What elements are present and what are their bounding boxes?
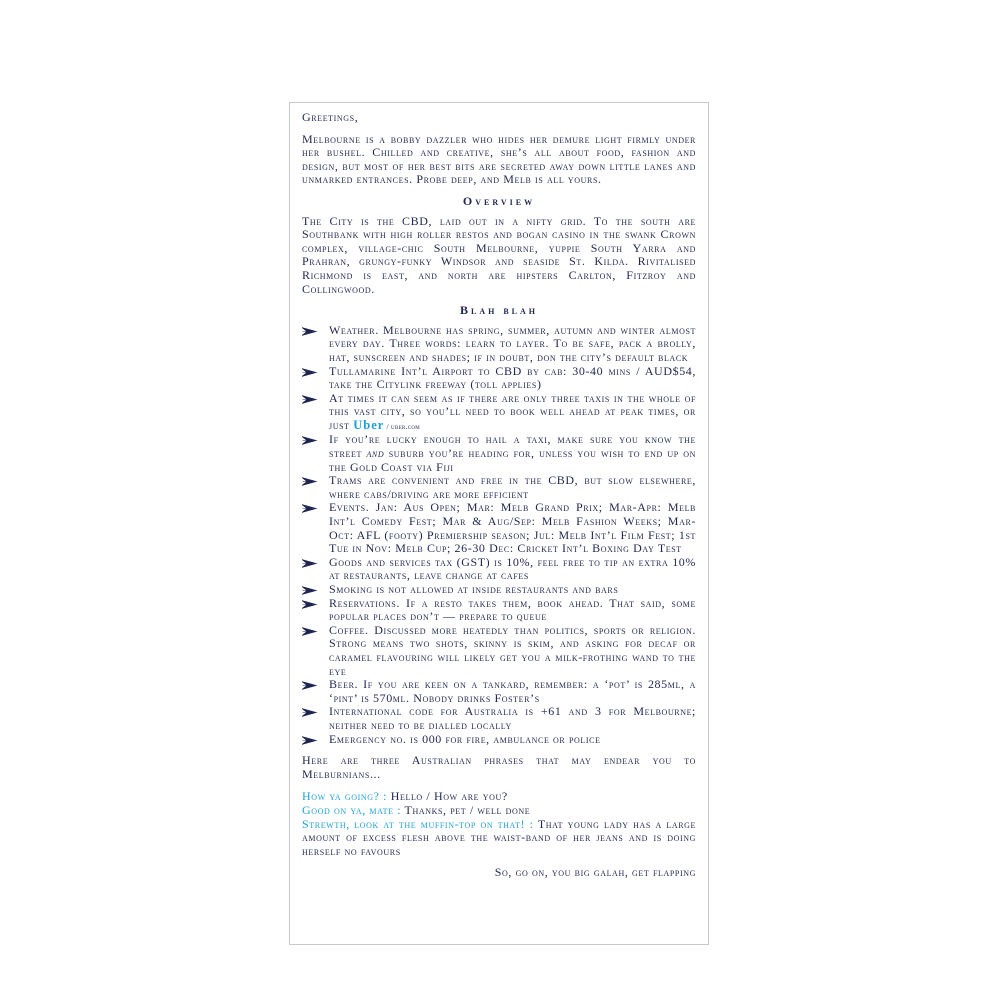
list-item-trams xyxy=(302,474,696,501)
arrow-bullet-icon xyxy=(302,395,317,404)
tip-text: Smoking is not allowed at inside restaurants and bars xyxy=(329,582,619,596)
phrase-meaning: Thanks, pet / well done xyxy=(404,802,531,817)
arrow-bullet-icon xyxy=(302,708,317,717)
phrase-term: Strewth, look at the muffin-top on that! : xyxy=(302,816,538,831)
list-item-gst xyxy=(302,556,696,583)
overview-paragraph: The City is the CBD, laid out in a nifty grid. To the south are Southbank with high roller restos and bogan casino in the swank Crown complex, village-chic South Melbourne, yuppie South Yarra and Prahran, grungy-funky Windsor and seaside St. Kilda. Rivitalised Richmond is east, and north are hipsters Carlton, Fitzroy and Collingwood. xyxy=(302,213,696,296)
tip-text: suburb you’re heading for, unless you wish to end up on the Gold Coast via Fiji xyxy=(329,446,696,474)
phrase-term: How ya going? : xyxy=(302,789,391,804)
tip-text: If you’re lucky enough to hail a taxi, make sure you know the street xyxy=(329,432,696,461)
phrase-meaning: That young lady has a large amount of excess flesh above the waist-band of her jeans and is doing herself no favours xyxy=(302,816,696,858)
arrow-bullet-icon xyxy=(302,736,317,745)
list-item-weather xyxy=(302,324,696,365)
tip-text: Beer. If you are keen on a tankard, remember: a ‘pot’ is 285ml, a ‘pint’ is 570ml. Nobody drinks Foster’s xyxy=(329,677,696,705)
list-item-hail xyxy=(302,433,696,474)
list-item-smoking xyxy=(302,583,696,597)
phrases-list xyxy=(302,790,696,858)
phrase-item xyxy=(302,804,696,818)
list-item-coffee xyxy=(302,624,696,678)
phrase-item xyxy=(302,818,696,859)
uber-link[interactable]: Uber xyxy=(353,417,385,432)
tip-text: International code for Australia is +61 and 3 for Melbourne; neither need to be dialled locally xyxy=(329,704,696,732)
list-item-code xyxy=(302,705,696,732)
arrow-bullet-icon xyxy=(302,600,317,609)
arrow-bullet-icon xyxy=(302,504,317,513)
arrow-bullet-icon xyxy=(302,327,317,336)
tip-text: Events. Jan: Aus Open; Mar: Melb Grand Prix; Mar-Apr: Melb Int’l Comedy Fest; Mar & Aug/Sep: Melb Fashion Weeks; Mar-Oct: AFL (footy) Premiership season; Jul: Melb Int’l Film Fest; 1st Tue in Nov: Melb Cup; 26-30 Dec: Cricket Int’l Boxing Day Test xyxy=(329,500,696,556)
tip-text: Weather. Melbourne has spring, summer, autumn and winter almost every day. Three words: learn to layer. To be safe, pack a brolly, hat, sunscreen and shades; if in doubt, don the city’s default black xyxy=(329,322,696,364)
guide-card xyxy=(289,102,709,945)
tip-text: Emergency no. is 000 for fire, ambulance or police xyxy=(329,731,601,746)
greeting: Greetings, xyxy=(302,110,359,124)
arrow-bullet-icon xyxy=(302,559,317,568)
tip-text: Coffee. Discussed more heatedly than politics, sports or religion. Strong means two shots, skinny is skim, and asking for decaf or caramel flavouring will likely get you a milk-frothing wand to the eye xyxy=(329,622,696,678)
arrow-bullet-icon xyxy=(302,477,317,486)
blah-heading: Blah blah xyxy=(459,303,538,318)
signoff: So, go on, you big galah, get flapping xyxy=(494,865,696,880)
arrow-bullet-icon xyxy=(302,436,317,445)
list-item-airport xyxy=(302,365,696,392)
phrases-intro: Here are three Australian phrases that may endear you to Melburnians... xyxy=(302,753,696,781)
list-item-emergency xyxy=(302,733,696,747)
tip-text: Goods and services tax (GST) is 10%, feel free to tip an extra 10% at restaurants, leave change at cafes xyxy=(329,554,696,583)
phrase-term: Good on ya, mate : xyxy=(302,802,405,817)
phrase-meaning: Hello / How are you? xyxy=(390,789,508,804)
tip-text: At times it can seem as if there are only three taxis in the whole of this vast city, so you’ll need to book well ahead at peak times, or just xyxy=(329,390,696,432)
arrow-bullet-icon xyxy=(302,368,317,377)
tip-text: Reservations. If a resto takes them, book ahead. That said, some popular places don’t — prepare to queue xyxy=(329,595,696,624)
arrow-bullet-icon xyxy=(302,627,317,636)
tips-list xyxy=(302,324,696,746)
list-item-reservations xyxy=(302,597,696,624)
list-item-beer xyxy=(302,678,696,705)
arrow-bullet-icon xyxy=(302,586,317,595)
tip-text: Tullamarine Int’l Airport to CBD by cab: 30-40 mins / AUD$54, take the Citylink freeway (toll applies) xyxy=(329,363,696,392)
list-item-events xyxy=(302,501,696,555)
overview-heading: Overview xyxy=(462,193,536,208)
list-item-taxis xyxy=(302,392,696,434)
tip-text: Trams are convenient and free in the CBD, but slow elsewhere, where cabs/driving are more efficient xyxy=(329,473,696,501)
tip-emphasis: and xyxy=(366,446,385,461)
uber-url: / uber.com xyxy=(384,421,421,431)
phrase-item xyxy=(302,790,696,804)
intro-paragraph: Melbourne is a bobby dazzler who hides her demure light firmly under her bushel. Chilled and creative, she’s all about food, fashion and design, but most of her best bits are secreted away down little lanes and unmarked entrances. Probe deep, and Melb is all yours. xyxy=(302,131,696,187)
arrow-bullet-icon xyxy=(302,681,317,690)
